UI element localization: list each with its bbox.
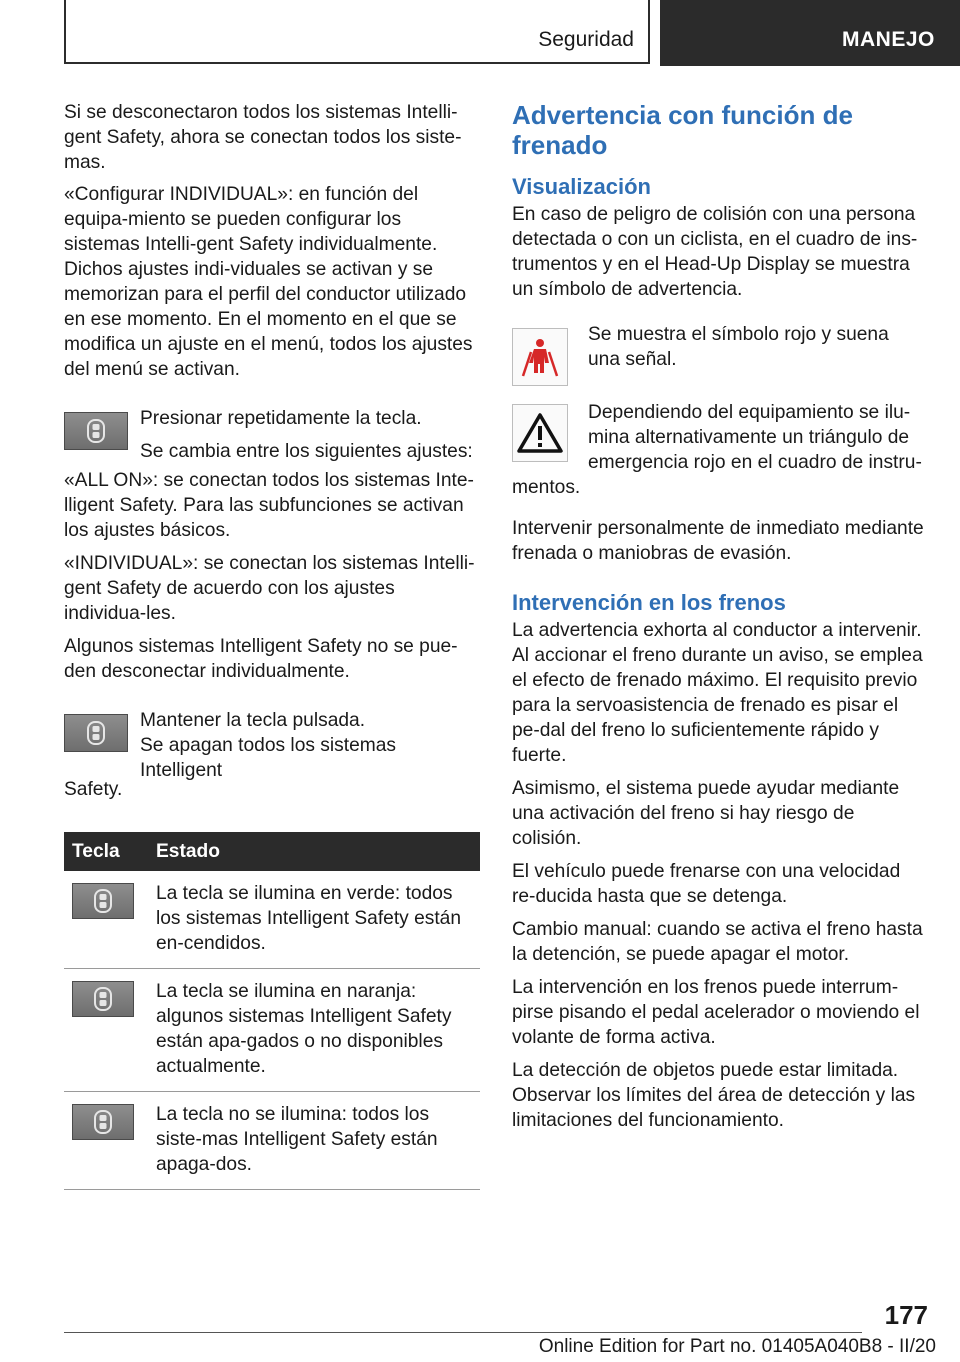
right-column (512, 100, 926, 1141)
individual-paragraph: «INDIVIDUAL»: se conectan los sistemas Intelli-gent Safety de acuerdo con los ajustes individua-les. (64, 553, 475, 624)
table-row (64, 1092, 480, 1190)
key-off-icon (72, 1104, 134, 1140)
hold-key-block (64, 708, 480, 783)
some-cannot-paragraph: Algunos sistemas Intelligent Safety no se pue-den desconectar individualmente. (64, 636, 458, 682)
key-green-icon (72, 883, 134, 919)
press-key-block (64, 406, 480, 468)
footer-edition: Online Edition for Part no. 01405A040B8 - II/20 (538, 1336, 936, 1357)
header-section-title: Seguridad (538, 28, 634, 51)
intelligent-safety-key-icon (64, 412, 128, 450)
table-row (64, 871, 480, 969)
key-state-table (64, 832, 480, 1190)
turn-off-text: Se apagan todos los sistemas Intelligent (140, 735, 396, 781)
header-chapter-title: MANEJO (842, 28, 935, 51)
brake-paragraph-6: La detección de objetos puede estar limitada. Observar los límites del área de detección y las limitaciones del funcionamiento. (512, 1060, 916, 1131)
table-cell-state: La tecla no se ilumina: todos los siste-mas Intelligent Safety están apaga-dos. (148, 1092, 480, 1190)
intro-paragraph: Si se desconectaron todos los sistemas Intelli-gent Safety, ahora se conectan todos los siste-mas. (64, 102, 462, 173)
visualization-heading: Visualización (512, 174, 651, 199)
brake-heading: Intervención en los frenos (512, 590, 786, 615)
header-chapter-box (660, 0, 960, 66)
header-section-box (64, 0, 650, 64)
left-column (64, 100, 480, 1190)
brake-paragraph-1: La advertencia exhorta al conductor a intervenir. Al accionar el freno durante un aviso, se emplea el efecto de frenado máximo. El requisito previo para la servoasistencia de frenado es pisar el pe-dal del freno lo suficientemente rápido y fuerte. (512, 620, 923, 766)
brake-paragraph-4: Cambio manual: cuando se activa el freno hasta la detención, se puede apagar el motor. (512, 919, 923, 965)
triangle-text: Dependiendo del equipamiento se ilu-mina alternativamente un triángulo de emergencia rojo en el cuadro de instru- (588, 402, 922, 473)
turn-off-text-cont: Safety. (64, 779, 123, 800)
switch-between-text: Se cambia entre los siguientes ajustes: (140, 441, 473, 462)
warning-triangle-icon (512, 404, 568, 462)
pedestrian-warning-icon (512, 328, 568, 386)
footer-divider (64, 1332, 862, 1333)
brake-paragraph-2: Asimismo, el sistema puede ayudar mediante una activación del freno si hay riesgo de colisión. (512, 778, 900, 849)
key-orange-icon (72, 981, 134, 1017)
page-number: 177 (884, 1300, 928, 1330)
intervene-text: Intervenir personalmente de inmediato mediante frenada o maniobras de evasión. (512, 518, 924, 564)
visualization-text: En caso de peligro de colisión con una persona detectada o con un ciclista, en el cuadro de ins-trumentos y en el Head-Up Display se muestra un símbolo de advertencia. (512, 204, 918, 300)
brake-paragraph-3: El vehículo puede frenarse con una velocidad re-ducida hasta que se detenga. (512, 861, 901, 907)
table-cell-state: La tecla se ilumina en naranja: algunos sistemas Intelligent Safety están apa-gados o no disponibles actualmente. (148, 969, 480, 1092)
table-header-state: Estado (148, 832, 480, 871)
table-row (64, 969, 480, 1092)
press-repeat-text: Presionar repetidamente la tecla. (140, 408, 422, 429)
red-symbol-text: Se muestra el símbolo rojo y suena una señal. (588, 324, 889, 370)
table-header-key: Tecla (64, 832, 148, 871)
hold-key-text: Mantener la tecla pulsada. (140, 710, 366, 731)
table-cell-state: La tecla se ilumina en verde: todos los sistemas Intelligent Safety están en-cendidos. (148, 871, 480, 969)
configure-paragraph: «Configurar INDIVIDUAL»: en función del equipa-miento se pueden configurar los sistemas Intelli-gent Safety individualmente. Dichos ajustes indi-viduales se activan y se memorizan para el perfil del conductor utilizado en ese momento. En el momento en el que se modifica un ajuste en el menú, todos los ajustes del menú se activan. (64, 184, 473, 380)
brake-paragraph-5: La intervención en los frenos puede interrum-pirse pisando el pedal acelerador o moviendo el volante de forma activa. (512, 977, 920, 1048)
intelligent-safety-key-icon (64, 714, 128, 752)
section-title: Advertencia con función de frenado (512, 100, 853, 160)
all-on-paragraph: «ALL ON»: se conectan todos los sistemas Inte-lligent Safety. Para las subfunciones se activan los ajustes básicos. (64, 470, 474, 541)
triangle-block (512, 400, 926, 475)
red-symbol-block (512, 322, 926, 384)
table-header-row (64, 832, 480, 871)
triangle-text-cont: mentos. (512, 477, 581, 498)
